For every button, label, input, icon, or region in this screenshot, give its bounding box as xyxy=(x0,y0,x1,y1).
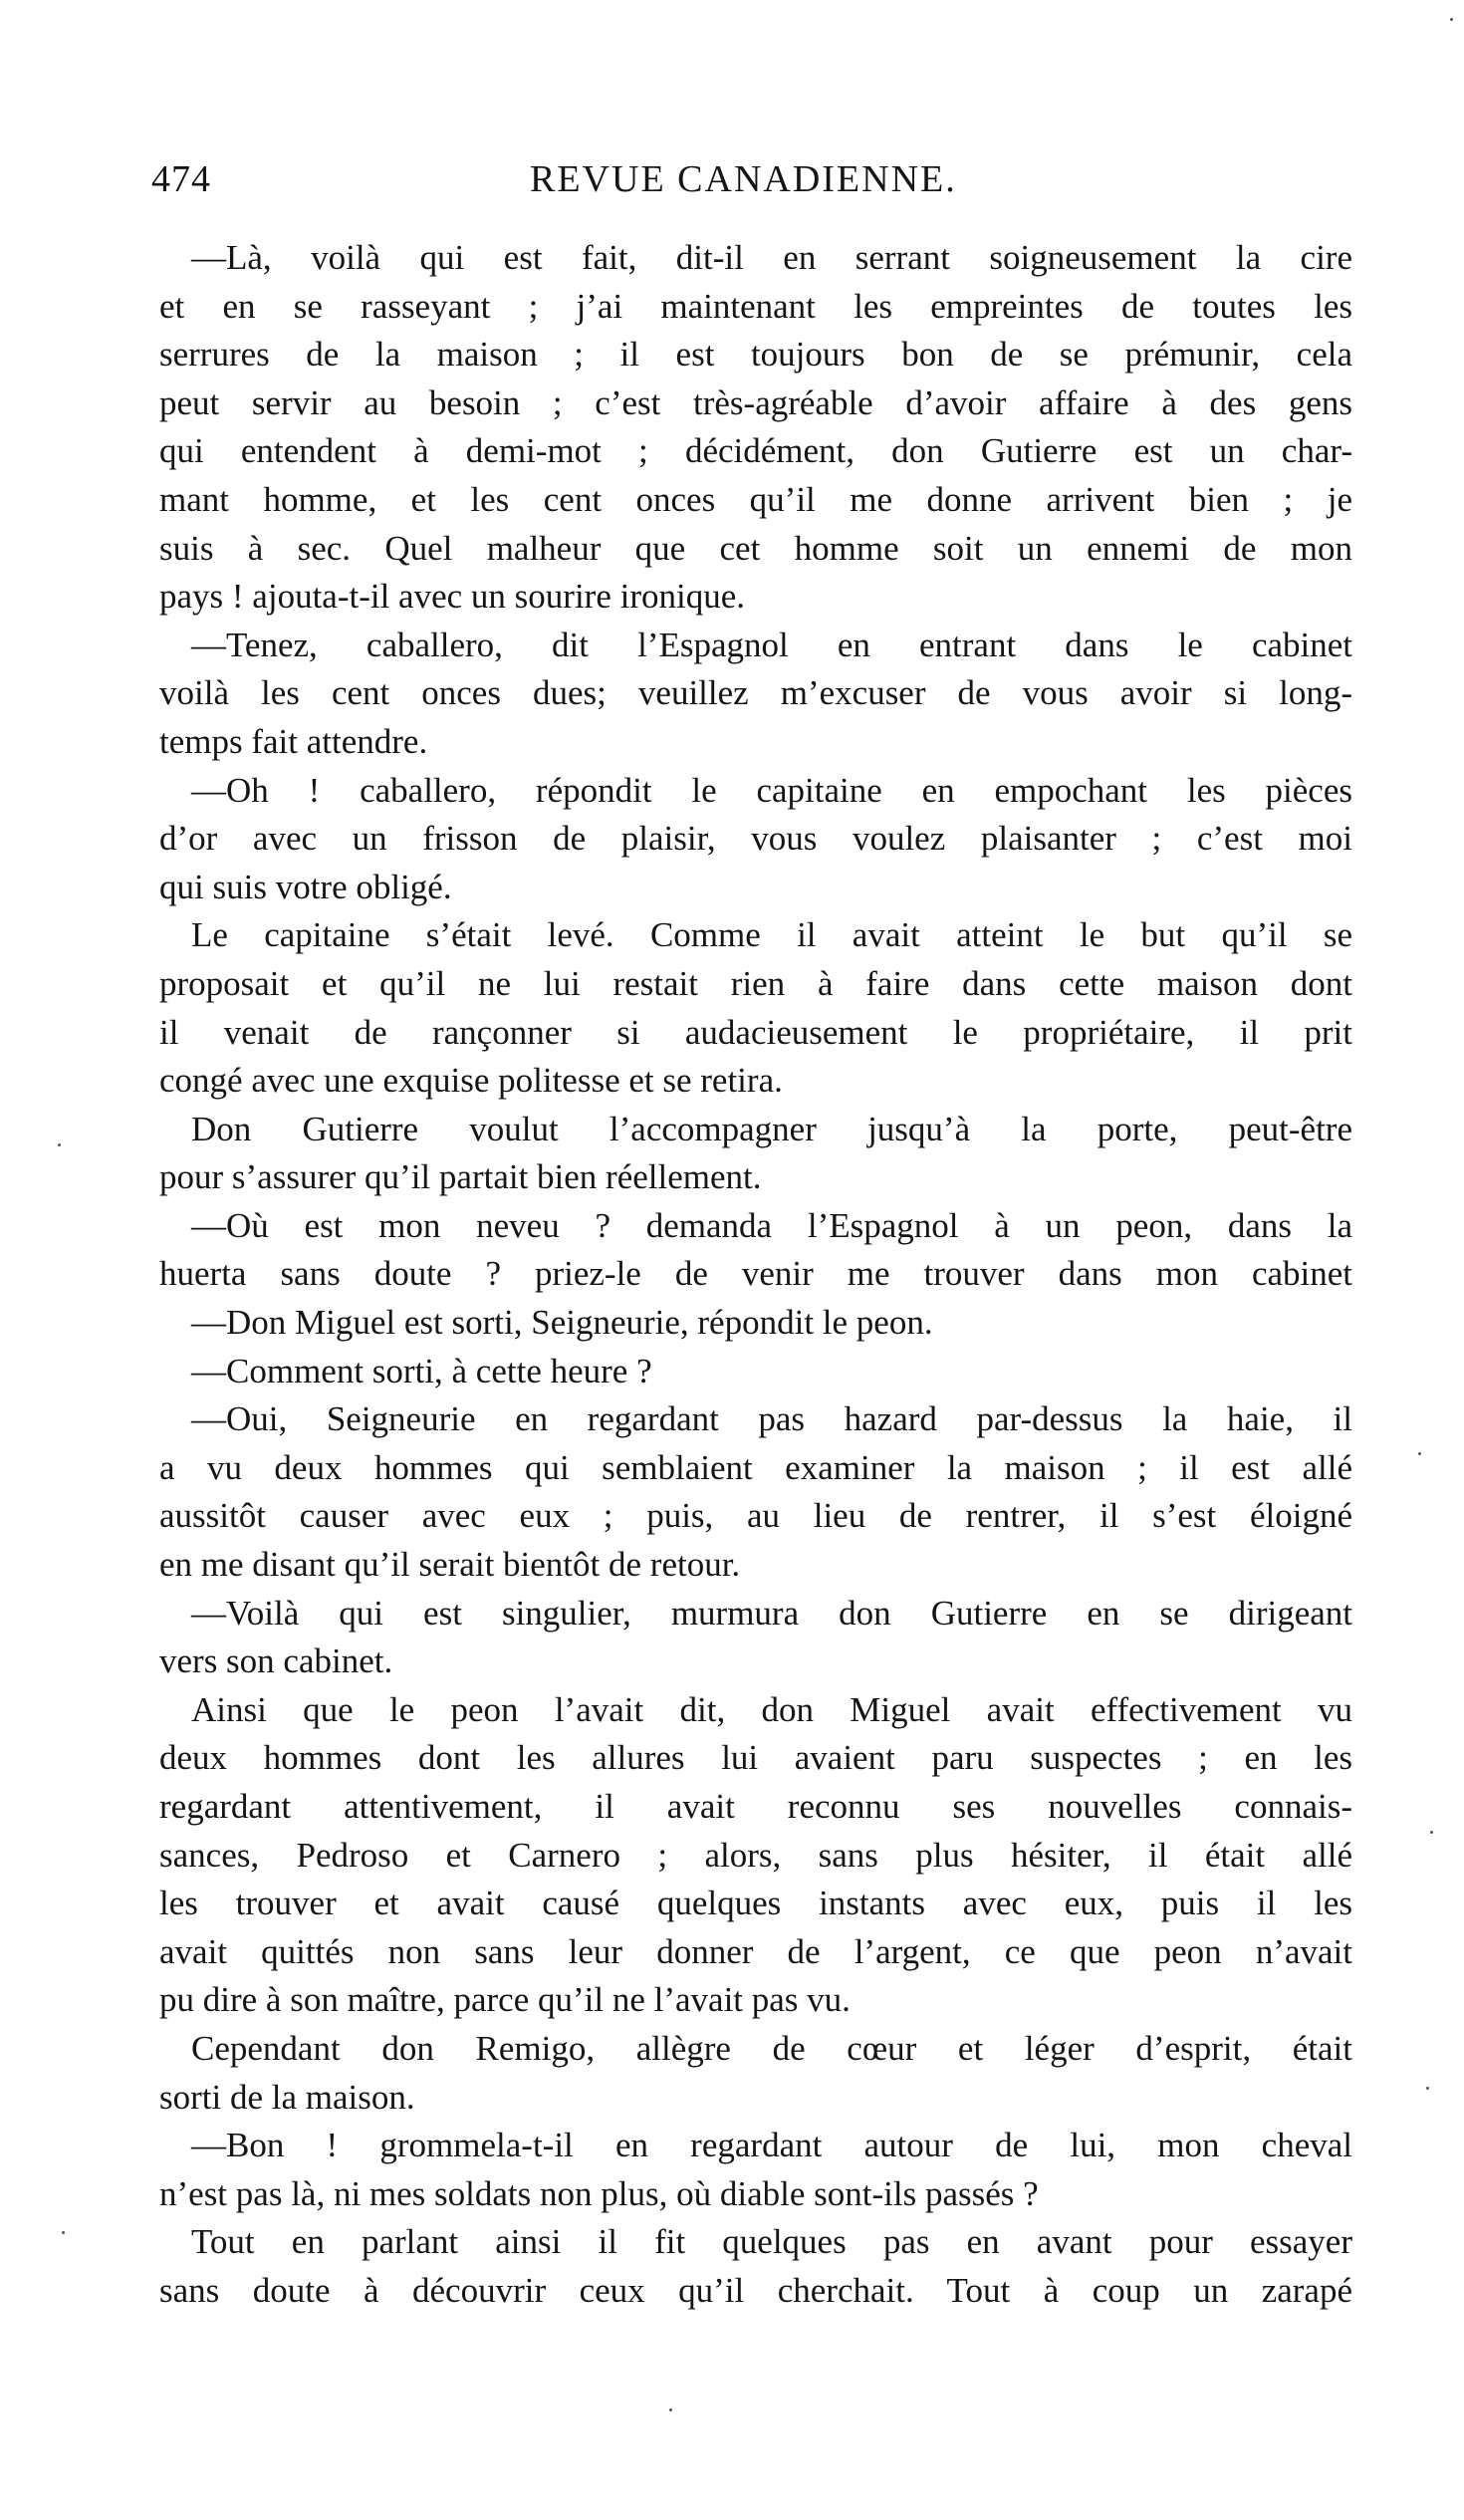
text-line: huerta sans doute ? priez-le de venir me trouver dans mon cabinet xyxy=(159,1254,1352,1294)
text-line: proposait et qu’il ne lui restait rien à faire dans cette maison dont xyxy=(159,963,1352,1003)
text-line: aussitôt causer avec eux ; puis, au lieu de rentrer, il s’est éloigné xyxy=(159,1496,1352,1536)
text-line: regardant attentivement, il avait reconnu ses nouvelles connais- xyxy=(159,1787,1352,1826)
body-text xyxy=(159,234,1352,2316)
text-line: sorti de la maison. xyxy=(159,2077,415,2117)
scan-speck xyxy=(1450,18,1453,21)
text-line: Le capitaine s’était levé. Comme il avait atteint le but qu’il se xyxy=(191,915,1352,955)
running-head: REVUE CANADIENNE. xyxy=(530,158,957,200)
text-line: Cependant don Remigo, allègre de cœur et léger d’esprit, était xyxy=(191,2028,1352,2068)
text-line: Don Gutierre voulut l’accompagner jusqu’à la porte, peut-être xyxy=(191,1109,1352,1148)
scan-speck xyxy=(58,1143,61,1146)
text-line: sans doute à découvrir ceux qu’il cherchait. Tout à coup un zarapé xyxy=(159,2270,1352,2310)
page-number: 474 xyxy=(151,158,211,200)
text-line: —Bon ! grommela-t-il en regardant autour de lui, mon cheval xyxy=(191,2126,1352,2165)
text-line: —Voilà qui est singulier, murmura don Gutierre en se dirigeant xyxy=(191,1593,1352,1633)
text-line: temps fait attendre. xyxy=(159,721,428,761)
text-line: congé avec une exquise politesse et se retira. xyxy=(159,1061,783,1101)
text-line: deux hommes dont les allures lui avaient paru suspectes ; en les xyxy=(159,1738,1352,1778)
text-line: les trouver et avait causé quelques instants avec eux, puis il les xyxy=(159,1884,1352,1923)
text-line: qui entendent à demi-mot ; décidément, don Gutierre est un char- xyxy=(159,431,1352,471)
text-line: vers son cabinet. xyxy=(159,1641,393,1681)
text-line: pour s’assurer qu’il partait bien réellement. xyxy=(159,1157,762,1197)
text-line: Tout en parlant ainsi il fit quelques pas en avant pour essayer xyxy=(191,2222,1352,2262)
text-line: pu dire à son maître, parce qu’il ne l’avait pas vu. xyxy=(159,1980,851,2020)
scan-speck xyxy=(1418,1452,1421,1455)
text-line: peut servir au besoin ; c’est très-agréable d’avoir affaire à des gens xyxy=(159,382,1352,422)
text-line: en me disant qu’il serait bientôt de retour. xyxy=(159,1545,741,1585)
text-line: —Tenez, caballero, dit l’Espagnol en entrant dans le cabinet xyxy=(191,625,1352,664)
text-line: suis à sec. Quel malheur que cet homme soit un ennemi de mon xyxy=(159,528,1352,568)
text-line: n’est pas là, ni mes soldats non plus, où diable sont-ils passés ? xyxy=(159,2173,1039,2213)
text-line: mant homme, et les cent onces qu’il me donne arrivent bien ; je xyxy=(159,479,1352,519)
scan-speck xyxy=(1430,1831,1433,1834)
text-line: a vu deux hommes qui semblaient examiner la maison ; il est allé xyxy=(159,1447,1352,1487)
text-line: et en se rasseyant ; j’ai maintenant les empreintes de toutes les xyxy=(159,286,1352,326)
text-line: il venait de rançonner si audacieusement le propriétaire, il prit xyxy=(159,1012,1352,1052)
text-line: —Oh ! caballero, répondit le capitaine en empochant les pièces xyxy=(191,770,1352,810)
text-line: avait quittés non sans leur donner de l’argent, ce que peon n’avait xyxy=(159,1931,1352,1971)
page-header xyxy=(151,157,988,207)
text-line: —Don Miguel est sorti, Seigneurie, répondit le peon. xyxy=(191,1303,933,1343)
text-line: Ainsi que le peon l’avait dit, don Miguel avait effectivement vu xyxy=(191,1689,1352,1729)
text-line: qui suis votre obligé. xyxy=(159,867,452,906)
scan-speck xyxy=(62,2231,65,2234)
scan-speck xyxy=(669,2408,672,2411)
text-line: —Oui, Seigneurie en regardant pas hazard par-dessus la haie, il xyxy=(191,1399,1352,1439)
text-line: serrures de la maison ; il est toujours bon de se prémunir, cela xyxy=(159,335,1352,375)
text-line: pays ! ajouta-t-il avec un sourire ironique. xyxy=(159,577,745,617)
text-line: —Là, voilà qui est fait, dit-il en serrant soigneusement la cire xyxy=(191,238,1352,277)
text-line: —Où est mon neveu ? demanda l’Espagnol à un peon, dans la xyxy=(191,1205,1352,1245)
text-line: sances, Pedroso et Carnero ; alors, sans plus hésiter, il était allé xyxy=(159,1835,1352,1875)
text-line: voilà les cent onces dues; veuillez m’excuser de vous avoir si long- xyxy=(159,673,1352,713)
scan-speck xyxy=(1426,2087,1429,2090)
text-line: —Comment sorti, à cette heure ? xyxy=(191,1351,652,1390)
text-line: d’or avec un frisson de plaisir, vous voulez plaisanter ; c’est moi xyxy=(159,819,1352,859)
